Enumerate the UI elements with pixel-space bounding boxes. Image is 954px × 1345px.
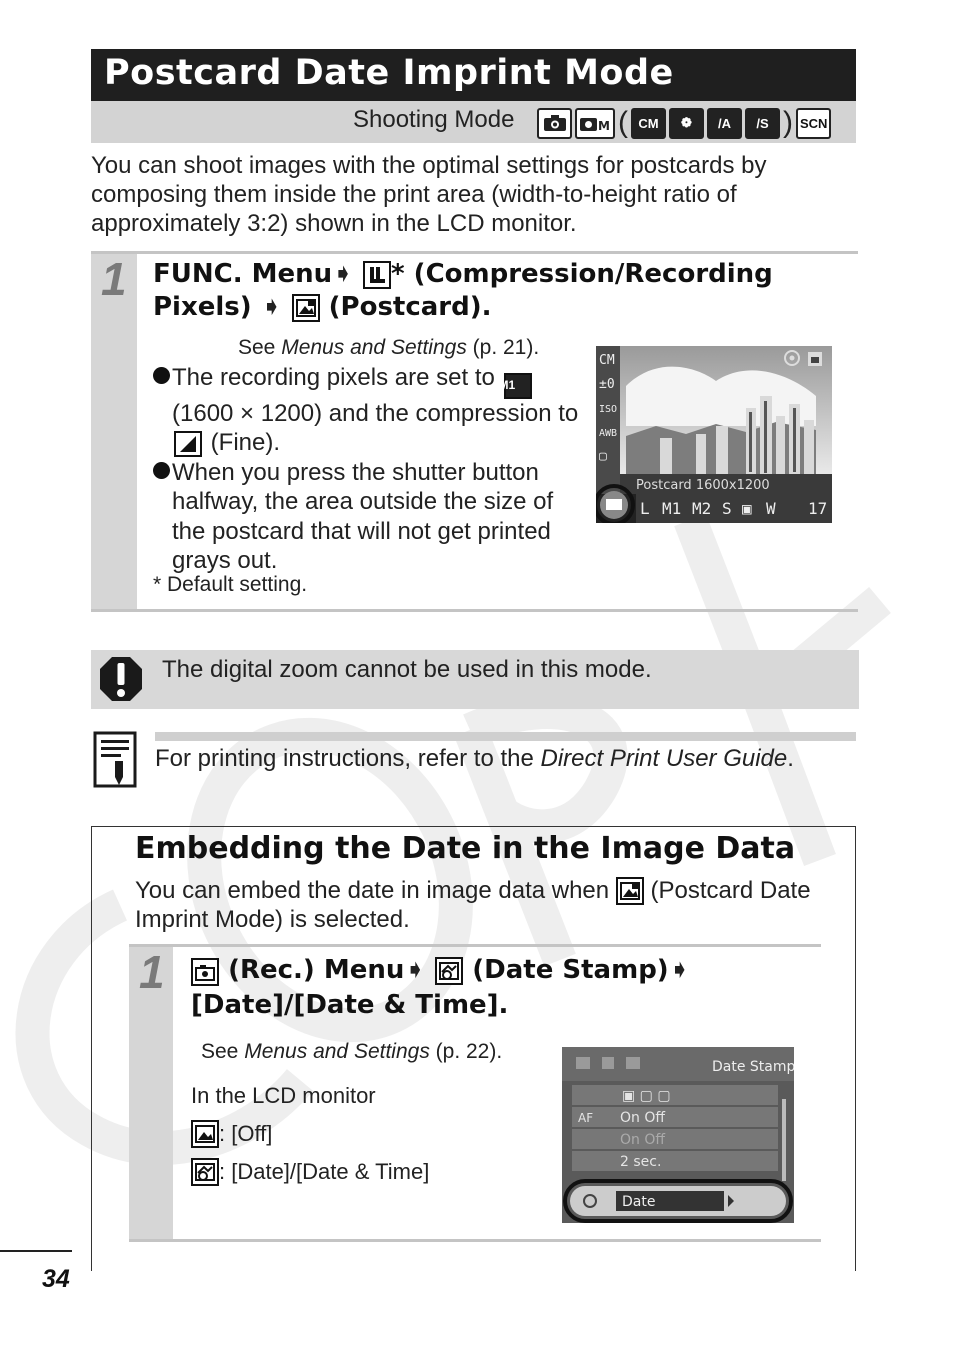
- portrait-tone-icon: ❁: [669, 108, 704, 139]
- color-matrix-icon: CM: [631, 108, 666, 139]
- step-number: 1: [101, 253, 127, 305]
- step-1-gutter: [91, 254, 137, 609]
- title-bar: [91, 49, 856, 101]
- step-1-date-panel: [129, 944, 821, 1242]
- camera-manual-icon: [575, 108, 615, 139]
- caution-box: [91, 650, 859, 709]
- footnote: * Default setting.: [153, 573, 308, 596]
- rec-camera-icon: [191, 958, 219, 986]
- svg-text:M: M: [598, 119, 610, 132]
- lcd-heading: In the LCD monitor: [191, 1083, 376, 1108]
- note-text: For printing instructions, refer to the Direct Print User Guide.: [155, 745, 794, 772]
- caution-icon: [98, 655, 144, 703]
- bullet-dot-icon: [153, 367, 170, 384]
- step-1-panel: [91, 251, 858, 612]
- page-title: Postcard Date Imprint Mode: [104, 53, 674, 93]
- bullet-dot-icon: [153, 462, 170, 479]
- bullet-item: The recording pixels are set to M1 (1600 × 1200) and the compression to (Fine).: [153, 363, 583, 458]
- shooting-mode-bar: [91, 101, 856, 143]
- caution-text: The digital zoom cannot be used in this mode.: [162, 656, 652, 683]
- postcard-off-icon: [191, 1120, 219, 1148]
- lcd-row-1-label: AF: [578, 1111, 594, 1125]
- lcd-size-m2: M2: [692, 499, 712, 518]
- lcd-caption: Postcard 1600x1200: [636, 478, 770, 493]
- lcd-frame-label: ▢: [599, 449, 607, 464]
- lcd-exposure-label: ±0: [599, 377, 615, 392]
- lcd-date-stamp-menu: [562, 1047, 794, 1223]
- lcd-row-4: Date: [622, 1194, 656, 1210]
- legend-off-row: : [Off]: [191, 1115, 429, 1153]
- lcd-row-0: ▣ ▢ ▢: [622, 1088, 671, 1104]
- lcd-row-1: On Off: [620, 1110, 666, 1126]
- postcard-icon: [292, 294, 320, 322]
- scn-icon: SCN: [796, 108, 831, 139]
- arrow-right-icon: ➧: [404, 955, 427, 985]
- lcd-size-m1: M1: [662, 499, 682, 518]
- pixels-text: Pixels): [153, 292, 252, 322]
- postcard-date-icon: [191, 1158, 219, 1186]
- compression-text: * (Compression/Recording: [391, 259, 773, 289]
- close-paren: ): [783, 106, 793, 139]
- lcd-size-w: W: [766, 499, 776, 518]
- postcard-icon: [616, 877, 644, 905]
- lcd-size-s: S: [722, 499, 732, 518]
- step-date-heading: (Rec.) Menu➧ (Date Stamp)➧ [Date]/[Date & Time].: [191, 955, 691, 1020]
- lcd-size-postcard: ▣: [742, 499, 752, 518]
- lcd-menu-title: Date Stamp: [712, 1059, 794, 1075]
- lcd-cm-label: CM: [599, 353, 615, 368]
- page-number: 34: [42, 1265, 70, 1293]
- lcd-legend: [191, 1077, 429, 1191]
- lcd-wb-label: AWB: [599, 428, 618, 439]
- see-reference: See Menus and Settings (p. 21).: [238, 336, 540, 359]
- page-number-rule: [0, 1250, 72, 1252]
- section-intro: You can embed the date in image data when (Postcard Date Imprint Mode) is selected.: [135, 877, 811, 933]
- func-menu-text: FUNC. Menu: [153, 259, 333, 289]
- arrow-right-icon: ➧: [668, 955, 691, 985]
- step-1-bullets: [153, 363, 583, 576]
- note-divider: [155, 732, 856, 741]
- lcd-shot-count: 17: [808, 499, 828, 518]
- date-stamp-icon: [435, 957, 463, 985]
- fine-compression-icon: [174, 431, 202, 457]
- postcard-text: (Postcard).: [328, 292, 492, 322]
- embed-date-section: [91, 826, 856, 1271]
- camera-auto-icon: [537, 108, 572, 139]
- legend-on-row: : [Date]/[Date & Time]: [191, 1153, 429, 1191]
- compression-icon: [363, 261, 391, 289]
- m1-resolution-icon: M1: [504, 373, 532, 399]
- step-1-gutter: [129, 947, 173, 1239]
- memo-note-icon: [93, 731, 137, 788]
- lcd-iso-label: ISO: [599, 404, 618, 415]
- lcd-preview-postcard: [596, 346, 832, 523]
- step-number: 1: [139, 946, 165, 998]
- tone-effect-icon: /A: [707, 108, 742, 139]
- bullet-item: When you press the shutter button halfway, the area outside the size of the postcard that will not get printed grays out.: [153, 458, 583, 576]
- tone-shift-icon: /S: [745, 108, 780, 139]
- lcd-row-2: On Off: [620, 1132, 666, 1148]
- mode-icons: [537, 106, 831, 140]
- section-title: Embedding the Date in the Image Data: [135, 831, 796, 866]
- intro-text: You can shoot images with the optimal settings for postcards by composing them inside the print area (width-to-height ratio of approximately 3:2) shown in the LCD monitor.: [91, 152, 767, 237]
- arrow-right-icon: ➧: [332, 259, 354, 289]
- arrow-right-icon: ➧: [260, 292, 283, 322]
- open-paren: (: [618, 106, 628, 139]
- step-1-heading: [153, 258, 853, 324]
- lcd-row-3: 2 sec.: [620, 1154, 662, 1170]
- lcd-size-l: L: [640, 499, 650, 518]
- shooting-mode-label: Shooting Mode: [353, 106, 515, 133]
- see-reference: See Menus and Settings (p. 22).: [201, 1040, 503, 1063]
